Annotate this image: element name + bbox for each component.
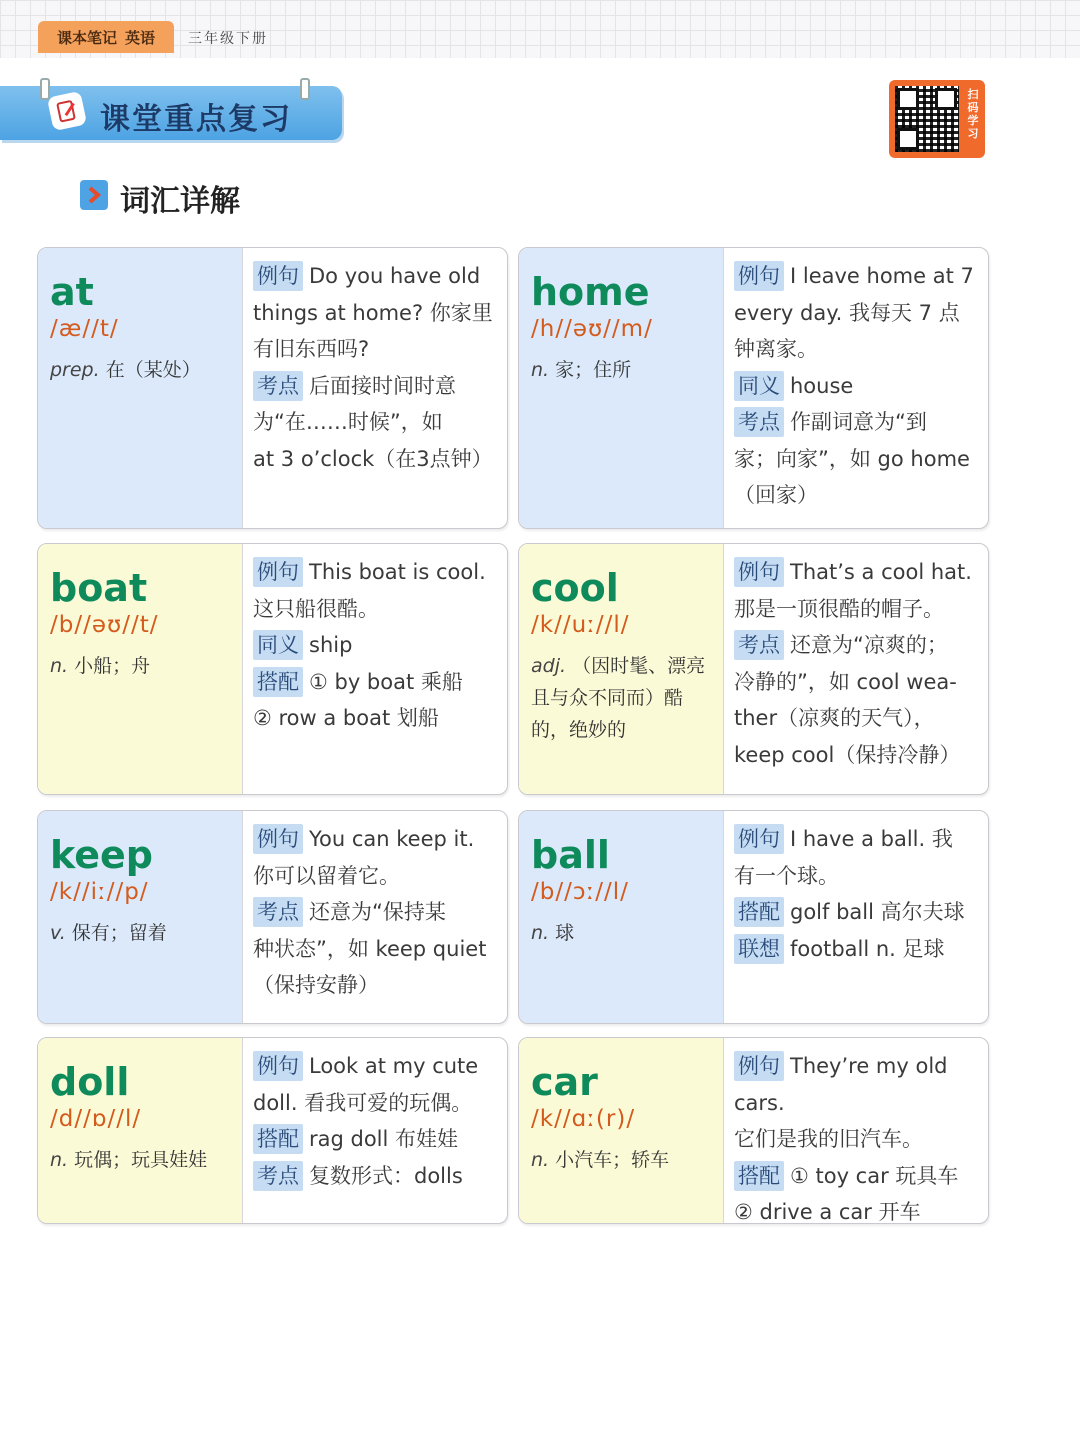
vocab-word: doll	[50, 1060, 130, 1104]
vocab-card-keep	[37, 810, 508, 1024]
note-line	[253, 591, 501, 628]
note-line	[734, 477, 982, 514]
section-title: 课堂重点复习	[100, 102, 292, 137]
note-text: ② drive a car 开车	[734, 1200, 921, 1224]
notes-panel	[243, 1038, 507, 1223]
note-line	[253, 1121, 501, 1158]
note-line	[253, 1048, 501, 1085]
grade-label: 三年级下册	[188, 31, 268, 47]
phonetic: /h//əʊ//m/	[531, 316, 653, 342]
note-line	[734, 258, 982, 295]
chevron-right-icon	[80, 180, 108, 210]
note-line	[734, 700, 982, 737]
vocab-word: at	[50, 270, 94, 314]
note-line	[253, 967, 501, 1004]
phonetic: /b//əʊ//t/	[50, 612, 159, 638]
note-line	[734, 295, 982, 332]
notebook-pencil-icon	[47, 91, 87, 131]
vocab-word: boat	[50, 566, 148, 610]
meaning-text: （因时髦、漂亮且与众不同而）酷的，绝妙的	[531, 655, 706, 741]
note-line	[253, 858, 501, 895]
note-line	[734, 821, 982, 858]
note-text: ther（凉爽的天气），	[734, 706, 935, 730]
vocab-word: keep	[50, 833, 153, 877]
notes-panel	[724, 1038, 988, 1223]
note-line	[734, 737, 982, 774]
note-tag: 联想	[734, 934, 784, 964]
note-text: This boat is cool.	[309, 560, 486, 584]
note-text: every day. 我每天 7 点	[734, 300, 960, 325]
note-text: football n. 足球	[790, 936, 945, 961]
note-line	[734, 931, 982, 968]
word-meaning	[531, 354, 723, 386]
word-panel	[519, 248, 724, 528]
qr-code[interactable]	[889, 80, 985, 158]
binder-ring	[300, 78, 310, 100]
part-of-speech: adj.	[531, 655, 573, 677]
word-panel	[38, 544, 243, 794]
qr-code-image	[895, 86, 959, 152]
section-banner	[0, 86, 342, 140]
phonetic: /æ//t/	[50, 316, 119, 342]
note-text: house	[790, 373, 854, 398]
note-text: things at home? 你家里	[253, 300, 493, 325]
notes-panel	[724, 544, 988, 794]
note-tag: 考点	[253, 1161, 303, 1191]
note-text: ② row a boat 划船	[253, 706, 439, 730]
vocab-word: home	[531, 270, 650, 314]
note-line	[253, 664, 501, 701]
part-of-speech: prep.	[50, 359, 106, 381]
note-line	[734, 627, 982, 664]
note-line	[734, 664, 982, 701]
vocab-card-ball	[518, 810, 989, 1024]
word-panel	[519, 1038, 724, 1223]
note-line	[734, 858, 982, 895]
note-line	[253, 404, 501, 441]
part-of-speech: n.	[50, 655, 75, 677]
note-text: 为“在……时候”，如	[253, 410, 443, 434]
notes-panel	[243, 248, 507, 528]
note-line	[253, 258, 501, 295]
note-line	[253, 554, 501, 591]
note-tag: 考点	[253, 897, 303, 927]
note-tag: 考点	[734, 407, 784, 437]
note-tag: 例句	[734, 557, 784, 587]
note-tag: 搭配	[734, 897, 784, 927]
part-of-speech: v.	[50, 922, 72, 944]
note-text: 钟离家。	[734, 337, 818, 361]
vocab-word: car	[531, 1060, 598, 1104]
note-line	[253, 441, 501, 478]
meaning-text: 家；住所	[555, 359, 632, 381]
word-meaning	[531, 650, 723, 746]
note-text: I leave home at 7	[790, 264, 974, 288]
phonetic: /k//ɑː(r)/	[531, 1106, 636, 1132]
vocab-card-boat	[37, 543, 508, 795]
binder-ring	[40, 78, 50, 100]
note-text: golf ball 高尔夫球	[790, 900, 965, 924]
word-panel	[519, 544, 724, 794]
vocab-card-home	[518, 247, 989, 529]
note-line	[734, 554, 982, 591]
word-meaning	[531, 1144, 723, 1176]
vocab-card-at	[37, 247, 508, 529]
note-tag: 同义	[734, 371, 784, 401]
note-tag: 例句	[253, 824, 303, 854]
note-line	[734, 368, 982, 405]
note-tag: 考点	[734, 630, 784, 660]
note-tag: 考点	[253, 371, 303, 401]
part-of-speech: n.	[531, 359, 556, 381]
note-line	[253, 295, 501, 332]
phonetic: /k//iː//p/	[50, 879, 149, 905]
note-tag: 例句	[734, 824, 784, 854]
note-tag: 例句	[253, 1051, 303, 1081]
book-tag	[38, 21, 174, 53]
note-line	[253, 627, 501, 664]
subsection-title: 词汇详解	[120, 184, 240, 219]
note-text: keep cool（保持冷静）	[734, 742, 961, 767]
note-line	[734, 1158, 982, 1195]
vocab-word: cool	[531, 566, 619, 610]
phonetic: /d//ɒ//l/	[50, 1106, 142, 1132]
word-meaning	[50, 917, 242, 949]
note-line	[253, 894, 501, 931]
word-meaning	[50, 354, 242, 386]
note-line	[734, 331, 982, 368]
note-text: 复数形式：dolls	[309, 1163, 463, 1188]
note-text: （回家）	[734, 483, 818, 507]
note-line	[734, 404, 982, 441]
note-text: 作副词意为“到	[790, 410, 927, 434]
book-name: 课本笔记	[56, 28, 117, 47]
part-of-speech: n.	[531, 1149, 556, 1171]
note-text: 有一个球。	[734, 863, 839, 888]
part-of-speech: n.	[50, 1149, 75, 1171]
word-meaning	[50, 650, 242, 682]
word-panel	[519, 811, 724, 1023]
note-text: They’re my old cars.	[734, 1054, 948, 1115]
note-text: 后面接时间时意	[309, 373, 456, 398]
word-meaning	[50, 1144, 242, 1176]
note-text: 这只船很酷。	[253, 596, 379, 621]
note-tag: 例句	[253, 261, 303, 291]
note-tag: 同义	[253, 630, 303, 660]
note-text: 还意为“保持某	[309, 900, 446, 924]
note-text: 冷静的”，如 cool wea-	[734, 669, 957, 694]
notes-panel	[724, 811, 988, 1023]
note-line	[734, 1194, 982, 1224]
note-text: ① by boat 乘船	[309, 669, 463, 694]
note-tag: 例句	[734, 1051, 784, 1081]
note-text: rag doll 布娃娃	[309, 1127, 459, 1151]
note-text: 你可以留着它。	[253, 863, 400, 888]
note-tag: 搭配	[253, 667, 303, 697]
notes-panel	[243, 544, 507, 794]
meaning-text: 玩偶；玩具娃娃	[74, 1149, 208, 1171]
meaning-text: 小船；舟	[74, 655, 151, 677]
phonetic: /k//uː//l/	[531, 612, 630, 638]
note-text: 有旧东西吗?	[253, 337, 370, 361]
note-line	[734, 894, 982, 931]
note-line	[253, 931, 501, 968]
meaning-text: 小汽车；轿车	[555, 1149, 670, 1171]
meaning-text: 球	[555, 922, 575, 944]
note-line	[253, 1158, 501, 1195]
note-line	[253, 1085, 501, 1122]
subject-name: 英语	[125, 28, 156, 47]
note-text: ship	[309, 633, 353, 657]
note-text: ① toy car 玩具车	[790, 1163, 959, 1188]
note-tag: 例句	[734, 261, 784, 291]
note-line	[734, 1121, 982, 1158]
note-line	[253, 331, 501, 368]
vocab-word: ball	[531, 833, 610, 877]
vocab-card-cool	[518, 543, 989, 795]
phonetic: /b//ɔː//l/	[531, 879, 629, 905]
note-line	[253, 821, 501, 858]
word-panel	[38, 1038, 243, 1223]
word-meaning	[531, 917, 723, 949]
note-text: I have a ball. 我	[790, 827, 953, 851]
note-line	[253, 700, 501, 737]
note-text: 那是一顶很酷的帽子。	[734, 596, 944, 621]
vocab-card-doll	[37, 1037, 508, 1224]
note-tag: 搭配	[253, 1124, 303, 1154]
note-line	[734, 1048, 982, 1121]
meaning-text: 在（某处）	[105, 359, 201, 381]
notes-panel	[724, 248, 988, 528]
note-line	[734, 441, 982, 478]
note-text: 它们是我的旧汽车。	[734, 1127, 923, 1151]
note-text: 还意为“凉爽的；	[790, 633, 948, 657]
note-tag: 例句	[253, 557, 303, 587]
note-line	[253, 368, 501, 405]
note-tag: 搭配	[734, 1161, 784, 1191]
vocab-card-car	[518, 1037, 989, 1224]
word-panel	[38, 248, 243, 528]
note-text: doll. 看我可爱的玩偶。	[253, 1090, 473, 1115]
word-panel	[38, 811, 243, 1023]
note-text: 家；向家”，如 go home	[734, 446, 970, 471]
note-text: Do you have old	[309, 264, 481, 288]
note-text: （保持安静）	[253, 973, 379, 997]
note-text: That’s a cool hat.	[790, 560, 972, 584]
qr-label: 扫码学习	[967, 88, 979, 140]
note-line	[734, 591, 982, 628]
meaning-text: 保有；留着	[71, 922, 167, 944]
part-of-speech: n.	[531, 922, 556, 944]
note-text: You can keep it.	[309, 827, 475, 851]
notes-panel	[243, 811, 507, 1023]
note-text: 种状态”，如 keep quiet	[253, 936, 487, 961]
note-text: at 3 o’clock（在3点钟）	[253, 446, 493, 471]
note-text: Look at my cute	[309, 1054, 479, 1078]
